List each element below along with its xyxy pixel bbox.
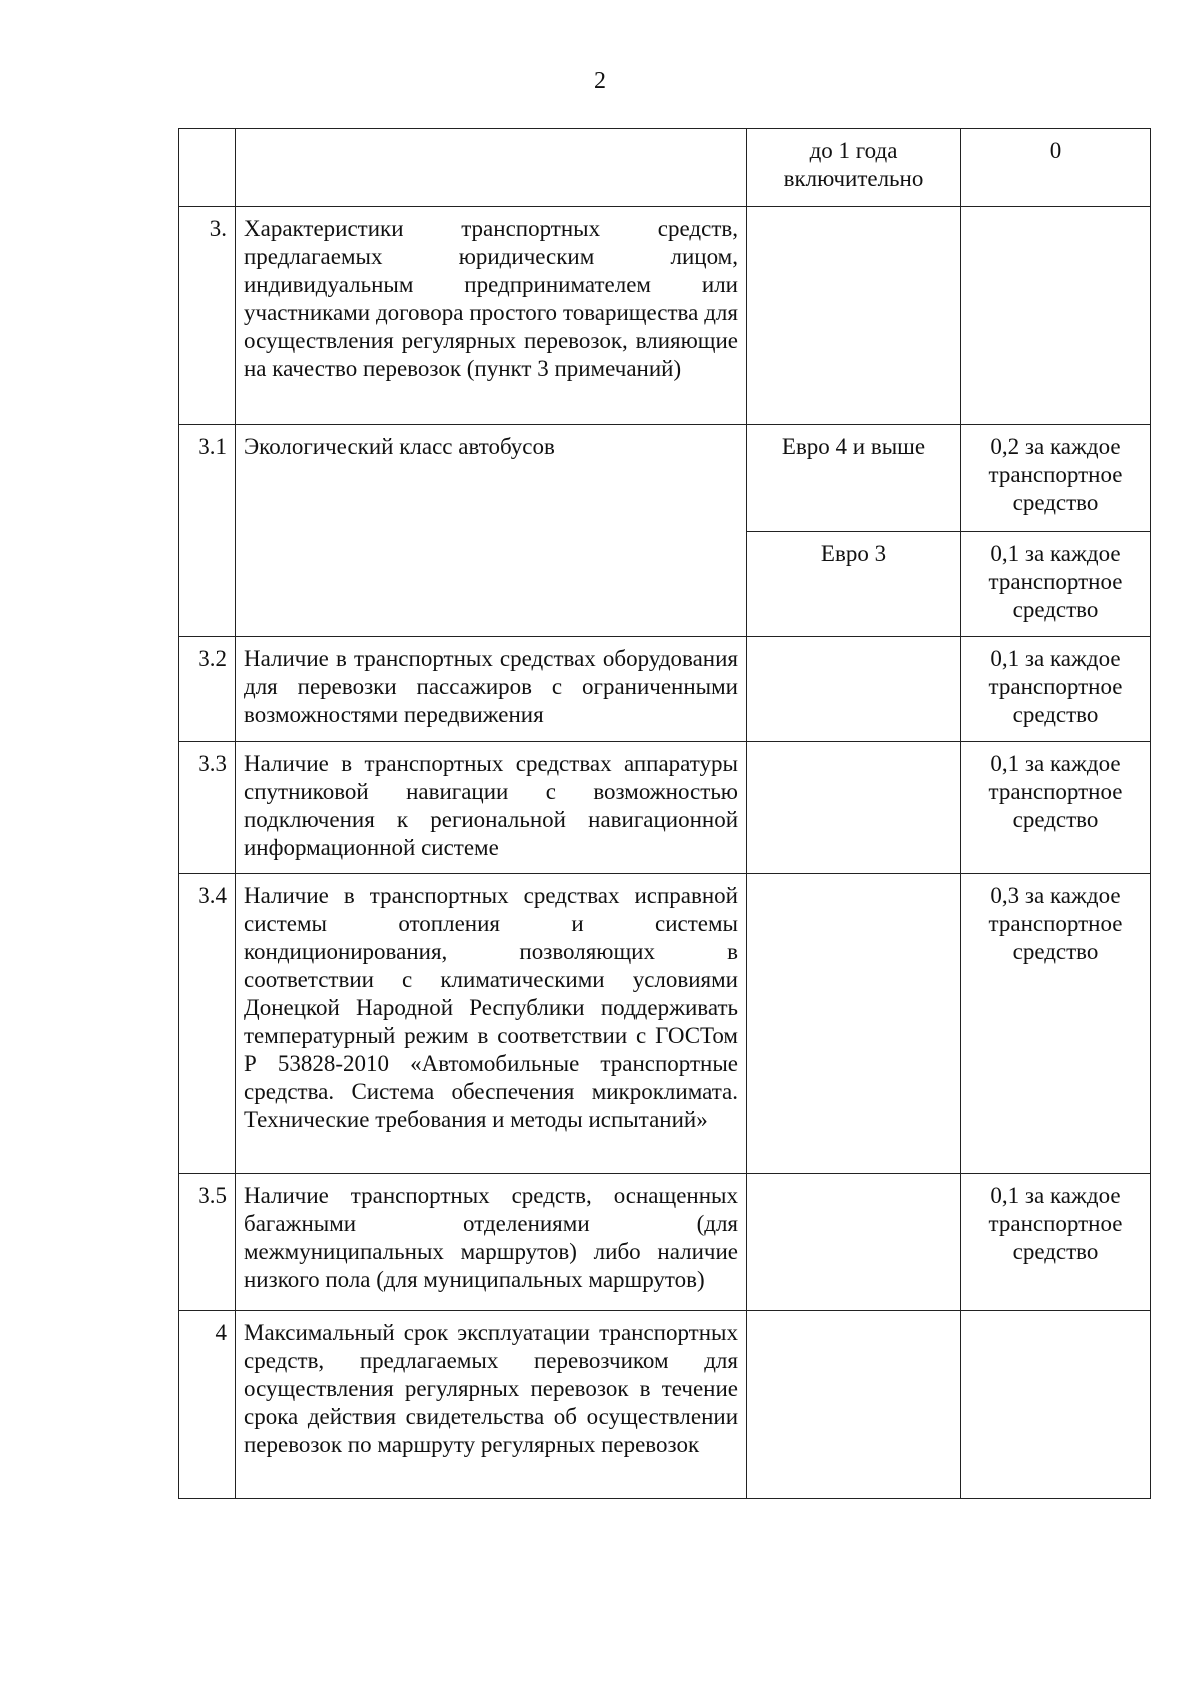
table-row bbox=[179, 425, 1151, 532]
table-row bbox=[179, 742, 1151, 874]
row-score: 0,1 за каждое транспортное средство bbox=[961, 742, 1151, 874]
row-criterion: Евро 4 и выше bbox=[747, 425, 961, 532]
row-description: Максимальный срок эксплуатации транспортных средств, предлагаемых перевозчиком для осуществления регулярных перевозок в течение срока действия свидетельства об осуществлении перевозок по маршруту регулярных перевозок bbox=[236, 1311, 747, 1499]
table-row bbox=[179, 874, 1151, 1174]
row-number: 4 bbox=[179, 1311, 236, 1499]
row-score bbox=[961, 207, 1151, 425]
row-score bbox=[961, 1311, 1151, 1499]
row-criterion: до 1 года включительно bbox=[747, 129, 961, 207]
row-criterion bbox=[747, 207, 961, 425]
table-row bbox=[179, 637, 1151, 742]
row-score: 0,3 за каждое транспортное средство bbox=[961, 874, 1151, 1174]
row-score: 0,1 за каждое транспортное средство bbox=[961, 532, 1151, 637]
row-number bbox=[179, 129, 236, 207]
table-row bbox=[179, 207, 1151, 425]
row-description bbox=[236, 129, 747, 207]
criteria-table bbox=[178, 128, 1151, 1499]
row-number: 3.5 bbox=[179, 1174, 236, 1311]
row-criterion: Евро 3 bbox=[747, 532, 961, 637]
row-number: 3.1 bbox=[179, 425, 236, 637]
table-row bbox=[179, 1311, 1151, 1499]
row-number: 3.4 bbox=[179, 874, 236, 1174]
row-number: 3.3 bbox=[179, 742, 236, 874]
row-score: 0,2 за каждое транспортное средство bbox=[961, 425, 1151, 532]
row-description: Наличие в транспортных средствах оборудования для перевозки пассажиров с ограниченными возможностями передвижения bbox=[236, 637, 747, 742]
row-description: Наличие в транспортных средствах аппаратуры спутниковой навигации с возможностью подключения к региональной навигационной информационной системе bbox=[236, 742, 747, 874]
table-row bbox=[179, 1174, 1151, 1311]
page-number: 2 bbox=[594, 68, 606, 94]
row-number: 3.2 bbox=[179, 637, 236, 742]
row-criterion bbox=[747, 874, 961, 1174]
row-criterion bbox=[747, 1174, 961, 1311]
row-description: Экологический класс автобусов bbox=[236, 425, 747, 637]
row-score: 0 bbox=[961, 129, 1151, 207]
table-row bbox=[179, 129, 1151, 207]
row-criterion bbox=[747, 1311, 961, 1499]
row-number: 3. bbox=[179, 207, 236, 425]
row-criterion bbox=[747, 637, 961, 742]
row-description: Характеристики транспортных средств, предлагаемых юридическим лицом, индивидуальным предпринимателем или участниками договора простого товарищества для осуществления регулярных перевозок, влияющие на качество перевозок (пункт 3 примечаний) bbox=[236, 207, 747, 425]
row-score: 0,1 за каждое транспортное средство bbox=[961, 637, 1151, 742]
row-description: Наличие транспортных средств, оснащенных багажными отделениями (для межмуниципальных маршрутов) либо наличие низкого пола (для муниципальных маршрутов) bbox=[236, 1174, 747, 1311]
row-criterion bbox=[747, 742, 961, 874]
row-score: 0,1 за каждое транспортное средство bbox=[961, 1174, 1151, 1311]
row-description: Наличие в транспортных средствах исправной системы отопления и системы кондиционирования, позволяющих в соответствии с климатическими условиями Донецкой Народной Республики поддерживать температурный режим в соответствии с ГОСТом Р 53828-2010 «Автомобильные транспортные средства. Система обеспечения микроклимата. Технические требования и методы испытаний» bbox=[236, 874, 747, 1174]
